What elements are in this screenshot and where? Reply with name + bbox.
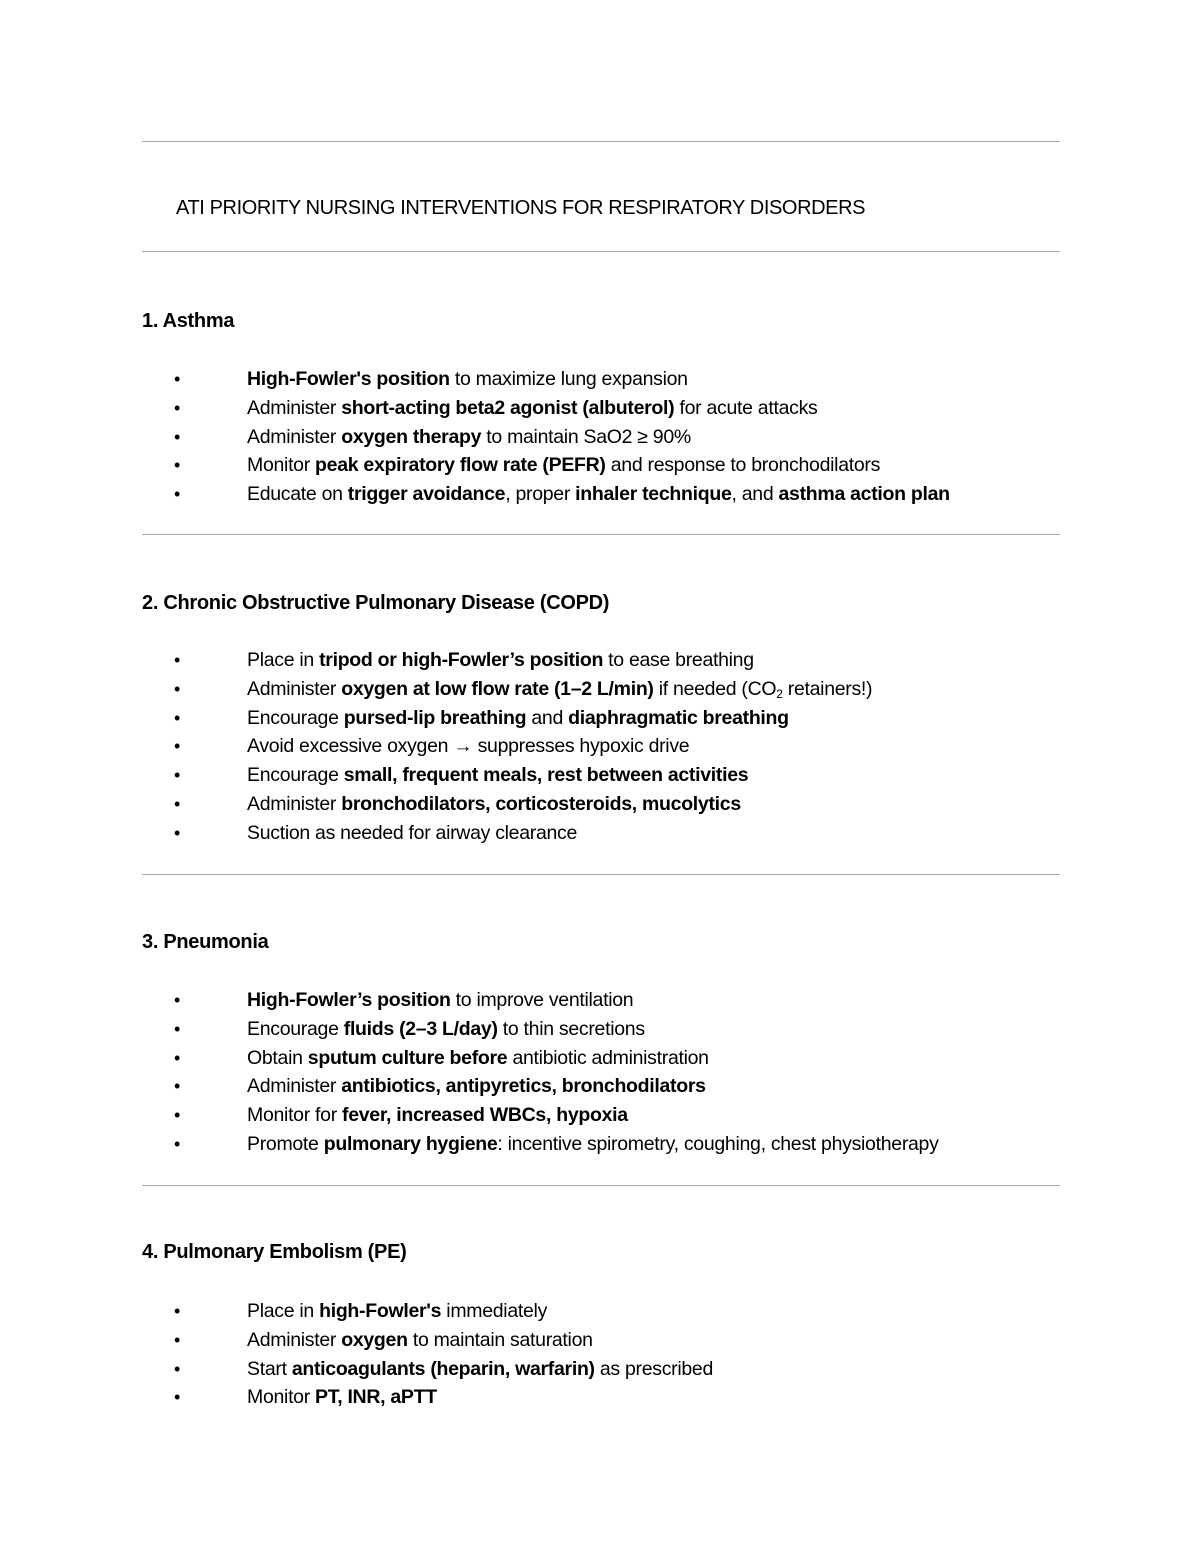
list-item-text: High-Fowler's position to maximize lung expansion bbox=[247, 368, 688, 390]
list-item-text: Monitor PT, INR, aPTT bbox=[247, 1386, 437, 1409]
bullet-icon: • bbox=[174, 1387, 181, 1408]
list-item-text: Educate on trigger avoidance, proper inhaler technique, and asthma action plan bbox=[247, 483, 950, 506]
divider bbox=[142, 874, 1060, 875]
bullet-icon: • bbox=[174, 1018, 181, 1039]
bullet-icon: • bbox=[174, 650, 181, 670]
bullet-icon: • bbox=[174, 1105, 181, 1126]
bullet-icon: • bbox=[174, 736, 181, 757]
section-heading-asthma: 1. Asthma bbox=[142, 310, 235, 332]
list-item-text: Place in high-Fowler's immediately bbox=[247, 1300, 548, 1322]
bullet-icon: • bbox=[174, 397, 181, 418]
divider bbox=[142, 141, 1060, 142]
divider bbox=[142, 1185, 1060, 1186]
bullet-icon: • bbox=[174, 822, 181, 843]
list-item-text: Monitor peak expiratory flow rate (PEFR) and response to bronchodilators bbox=[247, 454, 881, 477]
bullet-icon: • bbox=[174, 484, 181, 505]
bullet-icon: • bbox=[174, 990, 181, 1010]
list-item-text: Administer bronchodilators, corticosteroids, mucolytics bbox=[247, 792, 741, 815]
divider bbox=[142, 534, 1060, 535]
bullet-icon: • bbox=[174, 426, 181, 447]
list-item-text: Start anticoagulants (heparin, warfarin) as prescribed bbox=[247, 1357, 714, 1380]
bullet-icon: • bbox=[174, 369, 181, 389]
list-item-text: Administer oxygen at low flow rate (1–2 L/min) if needed ($CO_2$ retainers!) bbox=[247, 677, 873, 701]
divider bbox=[142, 251, 1060, 252]
list-item-text: Avoid excessive oxygen → suppresses hypoxic drive bbox=[247, 735, 690, 758]
list-item-text: Encourage pursed-lip breathing and diaphragmatic breathing bbox=[247, 706, 789, 729]
bullet-icon: • bbox=[174, 1133, 181, 1154]
list-item-text: Obtain sputum culture before antibiotic administration bbox=[247, 1046, 709, 1069]
bullet-icon: • bbox=[174, 1076, 181, 1097]
section-heading-pneumonia: 3. Pneumonia bbox=[142, 931, 269, 953]
list-item-text: Promote pulmonary hygiene: incentive spirometry, coughing, chest physiotherapy bbox=[247, 1132, 939, 1155]
list-item-text: Administer short-acting beta2 agonist (albuterol) for acute attacks bbox=[247, 396, 818, 419]
bullet-icon: • bbox=[174, 678, 181, 699]
bullet-icon: • bbox=[174, 1301, 181, 1321]
bullet-icon: • bbox=[174, 793, 181, 814]
list-item-text: Encourage fluids (2–3 L/day) to thin secretions bbox=[247, 1017, 645, 1040]
list-item-text: Monitor for fever, increased WBCs, hypoxia bbox=[247, 1104, 628, 1127]
list-item-text: Administer antibiotics, antipyretics, bronchodilators bbox=[247, 1075, 706, 1098]
list-item-text: Administer oxygen to maintain saturation bbox=[247, 1328, 593, 1351]
bullet-icon: • bbox=[174, 1047, 181, 1068]
list-item-text: High-Fowler’s position to improve ventilation bbox=[247, 989, 634, 1011]
list-item-text: Administer oxygen therapy to maintain SaO2 ≥ 90% bbox=[247, 425, 691, 448]
list-item-text: Suction as needed for airway clearance bbox=[247, 821, 578, 844]
bullet-icon: • bbox=[174, 1358, 181, 1379]
list-item-text: Place in tripod or high-Fowler’s position to ease breathing bbox=[247, 649, 754, 671]
bullet-icon: • bbox=[174, 707, 181, 728]
bullet-icon: • bbox=[174, 1329, 181, 1350]
section-heading-copd: 2. Chronic Obstructive Pulmonary Disease (COPD) bbox=[142, 592, 610, 614]
bullet-icon: • bbox=[174, 765, 181, 786]
bullet-icon: • bbox=[174, 455, 181, 476]
document-title: ATI PRIORITY NURSING INTERVENTIONS FOR RESPIRATORY DISORDERS bbox=[176, 197, 866, 219]
section-heading-pulmonary-embolism: 4. Pulmonary Embolism (PE) bbox=[142, 1241, 407, 1263]
list-item-text: Encourage small, frequent meals, rest between activities bbox=[247, 764, 749, 787]
